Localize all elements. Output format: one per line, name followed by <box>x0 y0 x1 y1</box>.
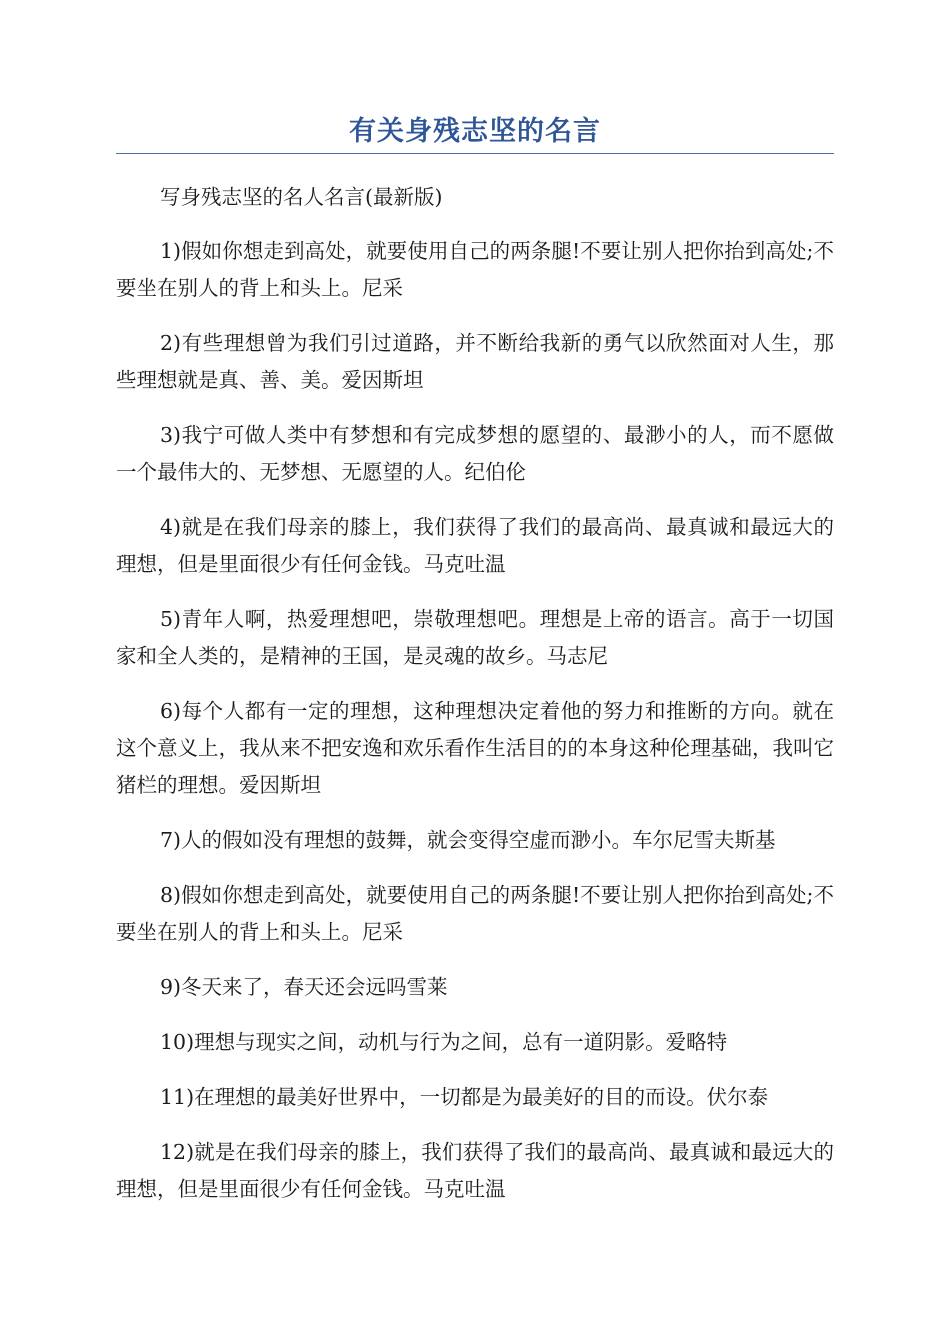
quote-paragraph-2: 2)有些理想曾为我们引过道路，并不断给我新的勇气以欣然面对人生，那些理想就是真、善、美。爱因斯坦 <box>116 331 834 392</box>
document-title: 有关身残志坚的名言 <box>349 116 601 147</box>
quote-paragraph-5: 5)青年人啊，热爱理想吧，崇敬理想吧。理想是上帝的语言。高于一切国家和全人类的，是精神的王国，是灵魂的故乡。马志尼 <box>116 607 834 668</box>
quote-paragraph-12: 12)就是在我们母亲的膝上，我们获得了我们的最高尚、最真诚和最远大的理想，但是里面很少有任何金钱。马克吐温 <box>116 1140 834 1201</box>
quote-paragraph-1: 1)假如你想走到高处，就要使用自己的两条腿!不要让别人把你抬到高处;不要坐在别人的背上和头上。尼采 <box>116 239 834 300</box>
document-subtitle: 写身残志坚的名人名言(最新版) <box>160 185 443 209</box>
quote-paragraph-10: 10)理想与现实之间，动机与行为之间，总有一道阴影。爱略特 <box>160 1030 728 1054</box>
quote-paragraph-8: 8)假如你想走到高处，就要使用自己的两条腿!不要让别人把你抬到高处;不要坐在别人的背上和头上。尼采 <box>116 883 834 944</box>
quote-paragraph-9: 9)冬天来了，春天还会远吗雪莱 <box>160 975 448 999</box>
quote-paragraph-4: 4)就是在我们母亲的膝上，我们获得了我们的最高尚、最真诚和最远大的理想，但是里面很少有任何金钱。马克吐温 <box>116 515 834 576</box>
title-underline <box>116 153 834 154</box>
quote-paragraph-11: 11)在理想的最美好世界中，一切都是为最美好的目的而设。伏尔泰 <box>160 1085 769 1109</box>
document-page <box>116 112 834 1226</box>
quote-paragraph-3: 3)我宁可做人类中有梦想和有完成梦想的愿望的、最渺小的人，而不愿做一个最伟大的、无梦想、无愿望的人。纪伯伦 <box>116 423 834 484</box>
quote-paragraph-6: 6)每个人都有一定的理想，这种理想决定着他的努力和推断的方向。就在这个意义上，我从来不把安逸和欢乐看作生活目的的本身这种伦理基础，我叫它猪栏的理想。爱因斯坦 <box>116 699 834 797</box>
quote-paragraph-7: 7)人的假如没有理想的鼓舞，就会变得空虚而渺小。车尔尼雪夫斯基 <box>160 828 776 852</box>
